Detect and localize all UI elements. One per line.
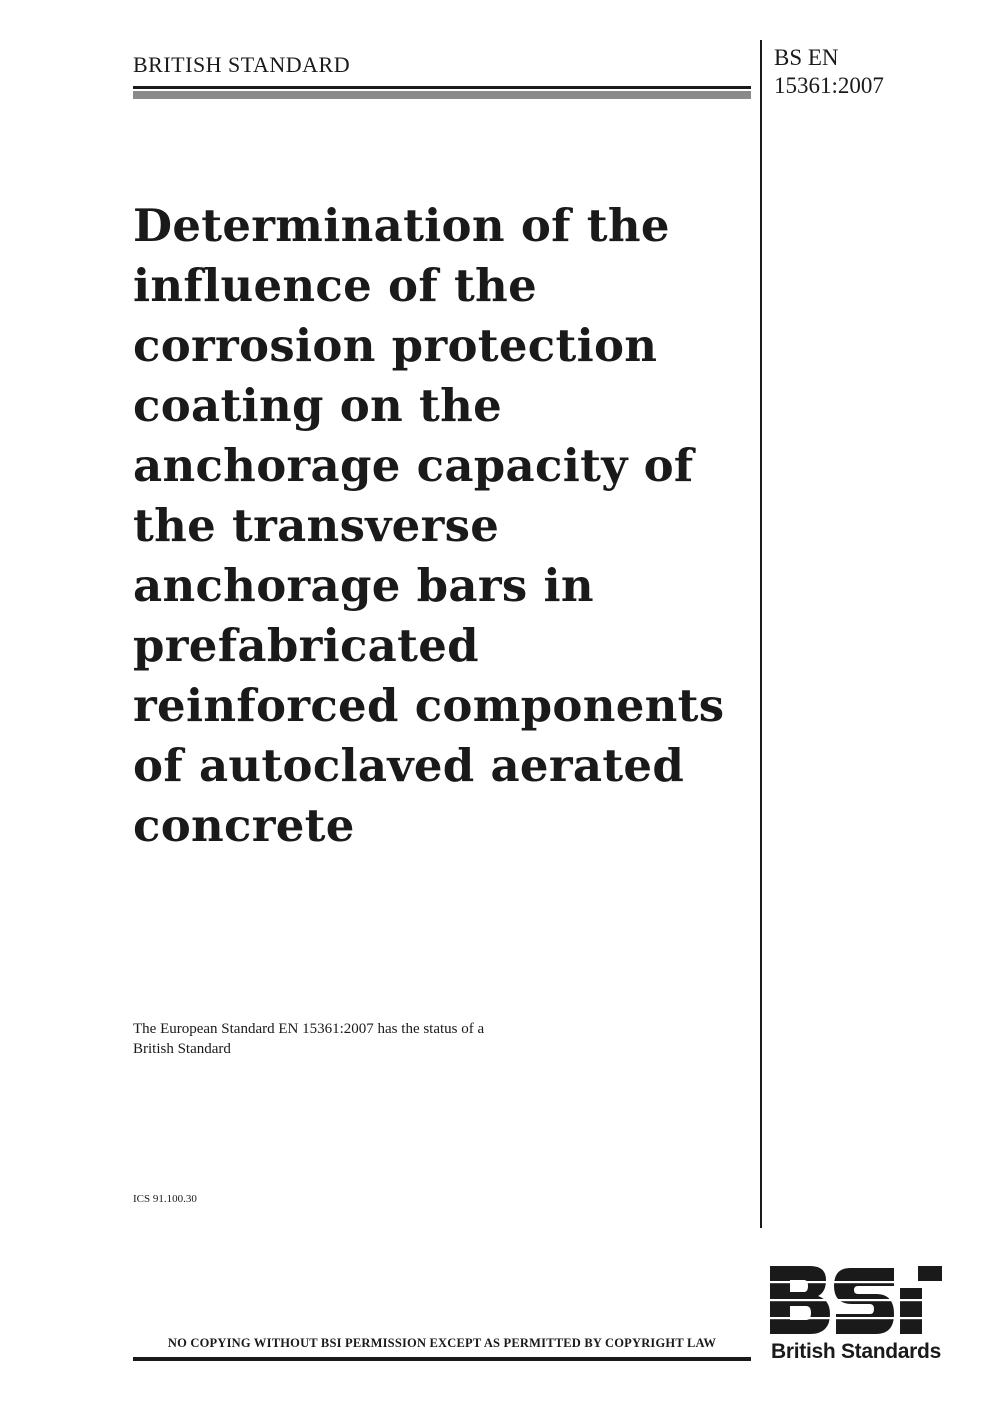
title-line: influence of the — [133, 259, 537, 312]
title-line: concrete — [133, 799, 355, 852]
title-line: of autoclaved aerated — [133, 739, 685, 792]
status-note-line2: British Standard — [133, 1041, 231, 1057]
document-title — [133, 196, 748, 856]
header-label: BRITISH STANDARD — [133, 52, 351, 77]
status-note — [133, 1019, 603, 1059]
title-line: prefabricated — [133, 619, 479, 672]
title-line: the transverse — [133, 499, 500, 552]
bsi-logo-caption: British Standards — [771, 1340, 941, 1363]
header-rule-thin — [133, 86, 751, 89]
copyright-notice: NO COPYING WITHOUT BSI PERMISSION EXCEPT AS PERMITTED BY COPYRIGHT LAW — [167, 1336, 717, 1350]
title-line: anchorage bars in — [133, 559, 594, 612]
vertical-divider — [760, 40, 762, 1228]
standard-number-line2: 15361:2007 — [774, 73, 884, 98]
footer-rule — [133, 1357, 751, 1361]
status-note-line1: The European Standard EN 15361:2007 has the status of a — [133, 1021, 485, 1037]
bsi-logo — [766, 1262, 946, 1372]
title-line: reinforced components — [133, 679, 725, 732]
title-line: Determination of the — [133, 199, 670, 252]
title-line: coating on the — [133, 379, 503, 432]
standard-number-line1: BS EN — [774, 45, 839, 70]
title-line: anchorage capacity of — [133, 439, 694, 492]
header-rule-thick — [133, 91, 751, 99]
bsi-logo-mark-icon — [766, 1262, 946, 1338]
title-line: corrosion protection — [133, 319, 658, 372]
ics-code: ICS 91.100.30 — [133, 1193, 197, 1205]
standard-number — [774, 44, 974, 100]
